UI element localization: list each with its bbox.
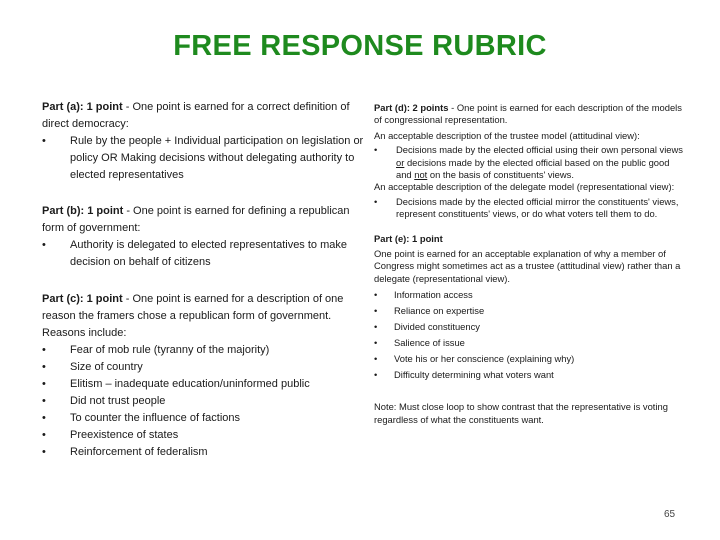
part-c-heading: Part (c): 1 point - One point is earned for a description of one reason the framers chose a republican form of government. Reasons include: — [42, 293, 344, 339]
list-item: • Elitism – inadequate education/uninformed public — [42, 378, 310, 390]
part-e-text: One point is earned for an acceptable explanation of why a member of Congress might sometimes act as a trustee (attitudinal view) rather than a delegate (representational view). — [374, 248, 681, 284]
list-item: • Rule by the people + Individual participation on legislation or policy OR Making decisions without delegating authority to elected representatives — [42, 135, 364, 181]
trustee-bullets — [374, 144, 686, 181]
part-c-bullets — [42, 342, 364, 461]
part-a-heading: Part (a): 1 point - One point is earned for a correct definition of direct democracy: — [42, 101, 350, 130]
delegate-intro: An acceptable description of the delegate model (representational view): — [374, 181, 675, 193]
part-e-heading: Part (e): 1 point — [374, 232, 443, 244]
list-item: • Fear of mob rule (tyranny of the majority) — [42, 344, 270, 356]
delegate-bullets — [374, 196, 686, 221]
part-b-bullets — [42, 237, 364, 271]
left-column — [42, 99, 364, 461]
list-item: • Size of country — [42, 361, 143, 373]
list-item: • Difficulty determining what voters want — [374, 369, 554, 381]
list-item: • Reinforcement of federalism — [42, 446, 208, 458]
list-item: • Divided constituency — [374, 321, 480, 333]
trustee-intro: An acceptable description of the trustee model (attitudinal view): — [374, 129, 640, 141]
slide-title: FREE RESPONSE RUBRIC — [173, 30, 547, 62]
rubric-note: Note: Must close loop to show contrast that the representative is voting regardless of what the constituents want. — [374, 401, 668, 425]
list-item: • Reliance on expertise — [374, 305, 485, 317]
part-a-bullets — [42, 133, 364, 184]
list-item: • Information access — [374, 289, 473, 301]
part-a-section — [42, 99, 364, 184]
list-item: • Preexistence of states — [42, 429, 179, 441]
list-item: • Decisions made by the elected official using their own personal views or decisions made by the elected official based on the public good and not on the basis of constituents' views. — [374, 144, 683, 181]
part-b-section — [42, 203, 364, 271]
slide-number: 65 — [664, 509, 676, 520]
part-d-heading: Part (d): 2 points - One point is earned for each description of the models of congressional representation. — [374, 102, 682, 126]
part-e-section — [374, 233, 686, 384]
part-c-section — [42, 291, 364, 461]
list-item: • Authority is delegated to elected representatives to make decision on behalf of citizens — [42, 239, 347, 268]
part-b-heading: Part (b): 1 point - One point is earned for defining a republican form of government: — [42, 205, 350, 234]
list-item: • Vote his or her conscience (explaining why) — [374, 353, 575, 365]
list-item: • Decisions made by the elected official mirror the constituents' views, represent constituents' views, or do what voters tell them to do. — [374, 195, 679, 220]
part-e-bullets — [374, 287, 686, 383]
right-column — [374, 102, 686, 426]
list-item: • To counter the influence of factions — [42, 412, 240, 424]
list-item: • Did not trust people — [42, 395, 166, 407]
part-d-section — [374, 102, 686, 221]
list-item: • Salience of issue — [374, 337, 465, 349]
